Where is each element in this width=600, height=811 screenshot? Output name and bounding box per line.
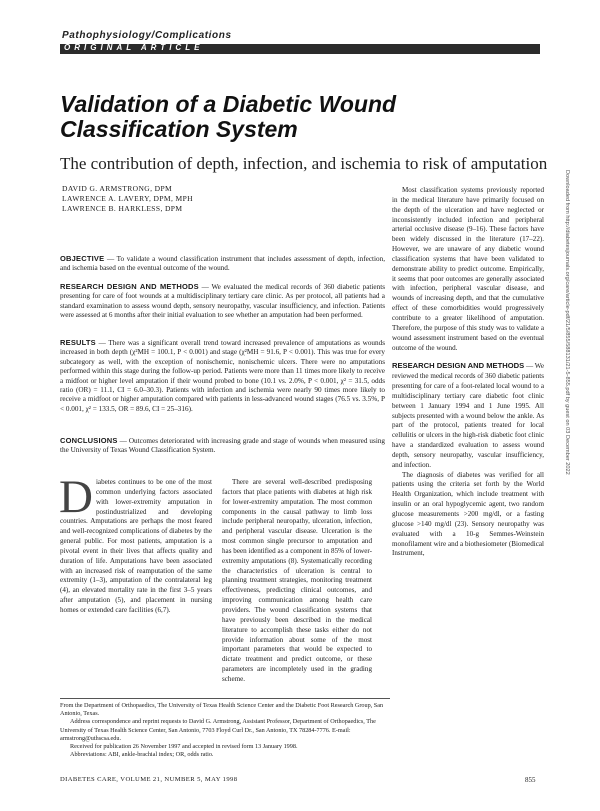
body-column-3	[392, 186, 544, 559]
author-list	[62, 184, 193, 214]
author-2: LAWRENCE A. LAVERY, DPM, MPH	[62, 194, 193, 203]
article-type-banner	[60, 44, 540, 54]
abstract-objective	[60, 254, 385, 274]
intro-paragraph-3: Most classification systems previously reported in the medical literature have primarily focused on the depth of the ulceration and have neglected or inconsistently included infection and peripheral arterial occlusive disease (9–16). These factors have been widely discussed in the literature (17–22). However, we are unaware of any diabetic wound classification systems that have been validated to demonstrate ability to predict outcome. Empirically, it seems that poor outcomes are generally associated with infection, peripheral vascular disease, and wounds of increasing depth, and that the cumulative effect of these comorbidities would progressively contribute to a greater likelihood of amputation. Therefore, the purpose of this study was to validate a wound assessment instrument based on the eventual outcome of the wound.	[392, 186, 544, 352]
footnote-address: Address correspondence and reprint requests to David G. Armstrong, Assistant Professor, Department of Orthopaedics, The University of Texas Health Science Center, San Antonio, 7703 Floyd Curl Dr., San Antonio, TX 78284-7776. E-mail: armstrong@uthscsa.edu.	[60, 718, 376, 742]
abstract-conclusions	[60, 436, 385, 456]
objective-text: — To validate a wound classification instrument that includes assessment of depth, infection, and ischemia based on the eventual outcome of the wound.	[60, 255, 385, 273]
results-label: RESULTS	[60, 338, 96, 347]
footnote	[60, 698, 390, 759]
author-1: DAVID G. ARMSTRONG, DPM	[62, 184, 173, 193]
methods-label: RESEARCH DESIGN AND METHODS	[60, 282, 199, 291]
author-3: LAWRENCE B. HARKLESS, DPM	[62, 204, 183, 213]
conclusions-label: CONCLUSIONS	[60, 436, 118, 445]
article-type-label: ORIGINAL ARTICLE	[64, 43, 204, 52]
body-column-1	[59, 471, 212, 616]
methods-heading: RESEARCH DESIGN AND METHODS	[392, 361, 525, 371]
footnote-dates: Received for publication 26 November 1997 and accepted in revised form 13 January 1998.	[70, 743, 298, 751]
intro-paragraph: iabetes continues to be one of the most common underlying factors associated with lower-extremity amputation in postindustrialized and developing countries. Amputations are perhaps the most feared and well-recognized complications of diabetes by the general public. For most patients, amputation is a pivotal event in their lives that affects quality and duration of life. Amputations have been associated with an increased risk of reamputation of the same extremity (1–3), amputation of the contralateral leg (4), an elevated mortality rate in the first 3–5 years after amputation (5), and placement in nursing homes or extended care facilities (6,7).	[60, 478, 212, 614]
conclusions-text: — Outcomes deteriorated with increasing grade and stage of wounds when measured using the University of Texas Wound Classification System.	[60, 437, 386, 455]
body-column-2	[222, 478, 372, 685]
article-subtitle: The contribution of depth, infection, and ischemia to risk of amputation	[60, 154, 548, 173]
footnote-affiliation: From the Department of Orthopaedics, The University of Texas Health Science Center and the Diabetic Foot Research Group, San Antonio, Texas.	[60, 702, 384, 718]
journal-footer: DIABETES CARE, VOLUME 21, NUMBER 5, MAY 1998	[60, 776, 238, 783]
results-text: — There was a significant overall trend toward increased prevalence of amputations as wounds increased in both depth (χ²MH = 100.1, P < 0.001) and stage (χ²MH = 91.6, P < 0.001). This was true for every subcategory as well, with the exception of nonischemic, nonischemic ulcers. There were no amputations performed within this stage during the follow-up period. Patients were more than 11 times more likely to receive a midfoot or higher level amputation if their wound probed to bone (10.1 vs. 2.0%, P < 0.001, χ² = 31.5, odds ratio (OR) = 11.1, CI = 6.0–30.3). Patients with infection and ischemia were nearly 90 times more likely to receive a midfoot or higher amputation compared with patients in less-advanced wound stages (76.5 vs. 3.5%, P < 0.001, χ² = 133.5, OR = 89.6, CI = 25–316).	[60, 339, 386, 413]
download-note: Downloaded from http://diabetesjournals.org/care/article-pdf/21/5/855/588131/21-5-855.pdf by guest on 03 December 2022	[564, 170, 570, 475]
methods-text: — We evaluated the medical records of 360 diabetic patients presenting for care of foot wounds at a multidisciplinary tertiary care clinic. As per protocol, all patients had a standard examination to assess wound depth, sensory neuropathy, vascular insufficiency, and infection. Patients were assessed at 6 months after their initial evaluation to see whether an amputation had been performed.	[60, 283, 386, 320]
footnote-abbreviations: Abbreviations: ABI, ankle-brachial index; OR, odds ratio.	[70, 751, 214, 759]
drop-cap: D	[59, 471, 93, 523]
abstract-methods	[60, 282, 385, 321]
page-number: 855	[525, 776, 536, 784]
intro-paragraph-2: There are several well-described predisposing factors that place patients with diabetes at high risk for lower-extremity amputation. The most common components in the causal pathway to limb loss include peripheral neuropathy, ulceration, infection, and peripheral vascular disease. Ulceration is the most common single precursor to amputation and has been identified as a component in 85% of lower-extremity amputations (8). Systematically recording the characteristics of ulceration is central to planning treatment strategies, monitoring treatment effectiveness, predicting clinical outcomes, and improving communication among health care providers. The wound classification systems that have previously been described in the medical literature to accomplish these tasks either do not provide information about some of the most important parameters that would be expected to dictate treatment and predict outcome, or these parameters are incompletely used in the grading scheme.	[222, 478, 372, 683]
methods-paragraph: — We reviewed the medical records of 360 diabetic patients presenting for care of a foot-related local wound to a multidisciplinary tertiary care diabetic foot clinic between 1 January 1994 and 1 June 1995. All subjects presented with a wound below the ankle. As part of the protocol, patients treated for local cellulitis or ulcers in the high-risk diabetic foot clinic have a standardized evaluation to assess wound depth, sensory neuropathy, vascular insufficiency, and infection.	[392, 362, 544, 469]
section-label: Pathophysiology/Complications	[62, 30, 232, 41]
methods-paragraph-2: The diagnosis of diabetes was verified for all patients using the criteria set forth by the World Health Organization, which include treatment with insulin or an oral hypoglycemic agent, two random glucose measurements >200 mg/dl, or a fasting glucose >140 mg/dl (23). Sensory neuropathy was evaluated with a 10-g Semmes-Weinstein monofilament wire and a biothesiometer (Biomedical Instrument,	[392, 470, 544, 558]
objective-label: OBJECTIVE	[60, 254, 105, 263]
article-title: Validation of a Diabetic Wound Classification System	[60, 91, 397, 142]
abstract-results	[60, 338, 385, 414]
